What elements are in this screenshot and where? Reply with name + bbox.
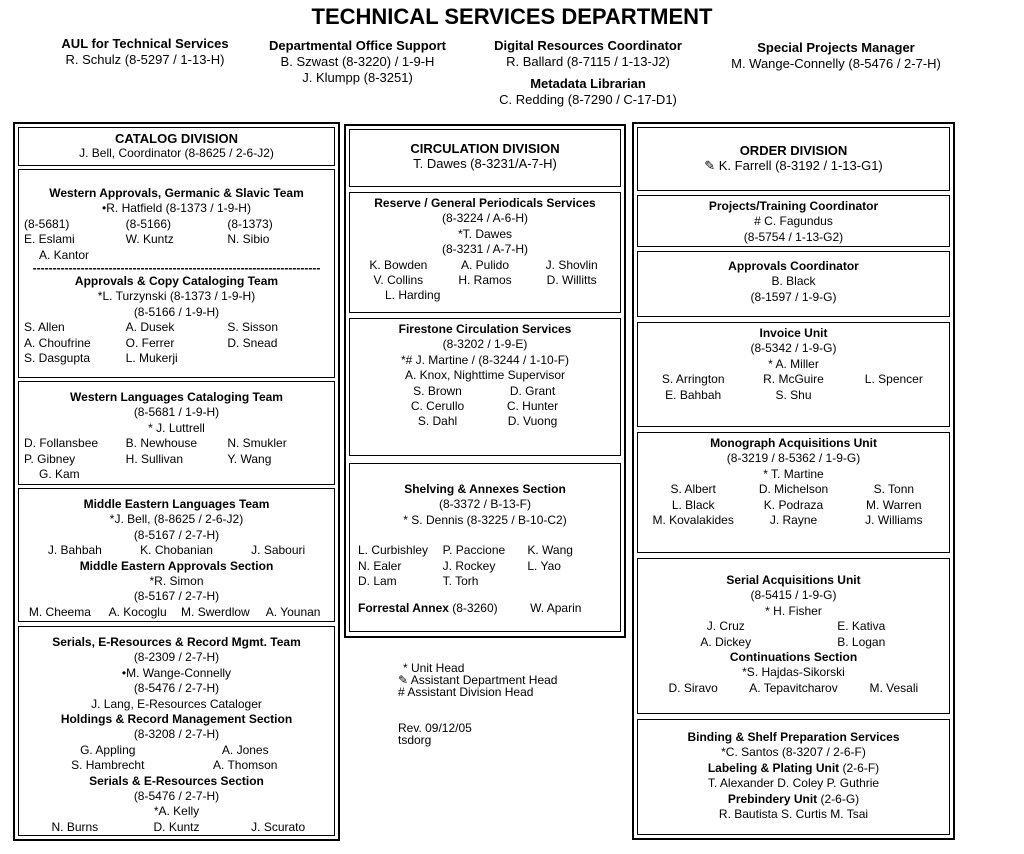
cell: A. Dusek: [125, 320, 175, 335]
serials-lead: •M. Wange-Connelly: [121, 665, 232, 680]
cell: V. Collins: [373, 273, 424, 288]
firestone-row-3: [350, 414, 620, 429]
cell: K. Bowden: [369, 257, 428, 272]
feather-icon: ✎: [704, 158, 716, 174]
forrestal-annex-phone: (8-3260): [452, 601, 498, 616]
cell: D. Grant: [509, 383, 556, 398]
serial-acq-row-1: [638, 619, 949, 634]
cell: B. Newhouse: [125, 436, 198, 451]
serials-eresources-title: Serials & E-Resources Section: [89, 773, 264, 788]
middle-eastern-title: Middle Eastern Languages Team: [83, 497, 270, 511]
feather-icon: ✎: [398, 673, 409, 687]
approvals-coordinator-name: B. Black: [771, 274, 816, 289]
circulation-division-head: [349, 129, 621, 187]
serial-acq-lead: * H. Fisher: [765, 603, 822, 618]
revision-code: tsdorg: [398, 733, 432, 747]
cell: M. Kovalakides: [652, 513, 734, 528]
cell: (8-5681): [24, 216, 70, 231]
middle-eastern-approvals-title: Middle Eastern Approvals Section: [79, 558, 274, 573]
cell: A. Pulido: [460, 257, 510, 272]
monograph-lead: * T. Martine: [763, 466, 824, 481]
invoice-row-2: [638, 388, 949, 403]
aul-header: [40, 36, 250, 68]
cell: K. Podraza: [763, 497, 824, 512]
firestone-row-1: [350, 384, 620, 399]
cell: S. Dasgupta: [24, 351, 91, 366]
legend: [398, 662, 598, 746]
cell: (8-1373): [227, 216, 273, 231]
cell: C. Hunter: [506, 399, 559, 414]
invoice-row-1: [638, 372, 949, 387]
order-division-head-name: K. Farrell (8-3192 / 1-13-G1): [718, 158, 883, 174]
invoice-phone: (8-5342 / 1-9-G): [750, 341, 837, 356]
cell: P. Paccione: [442, 543, 506, 558]
firestone-phone: (8-3202 / 1-9-E): [442, 337, 528, 352]
cell: D. Willitts: [546, 273, 597, 288]
binding-title: Binding & Shelf Preparation Services: [687, 730, 900, 744]
serials-phone: (8-2309 / 2-7-H): [133, 650, 220, 665]
special-header: [712, 40, 960, 72]
special-name: M. Wange-Connelly (8-5476 / 2-7-H): [731, 56, 941, 71]
shelving-phone: (8-3372 / B-13-F): [438, 497, 532, 512]
office-line1: B. Szwast (8-3220) / 1-9-H: [280, 54, 435, 69]
western-row-1: [19, 217, 334, 232]
holdings-phone: (8-3208 / 2-7-H): [133, 727, 220, 742]
cell: S. Arrington: [661, 372, 725, 387]
cell: A. Thomson: [213, 758, 278, 773]
cell: L. Spencer: [864, 372, 923, 387]
catalog-division-title: CATALOG DIVISION: [114, 131, 239, 146]
cell: J. Cruz: [706, 619, 745, 634]
cell: C. Cerullo: [410, 399, 465, 414]
cell: S. Hambrecht: [71, 758, 145, 773]
forrestal-annex-label: Forrestal Annex: [358, 601, 449, 616]
cell: J. Rayne: [769, 513, 818, 528]
serial-acquisitions: [637, 558, 950, 714]
cell: A. Choufrine: [24, 335, 91, 350]
approvals-row-2: [19, 336, 334, 351]
cell: D. Follansbee: [24, 436, 99, 451]
monograph-title: Monograph Acquisitions Unit: [710, 436, 877, 450]
approvals-coordinator-title: Approvals Coordinator: [728, 259, 859, 273]
firestone-lead: *# J. Martine / (8-3244 / 1-10-F): [400, 352, 570, 367]
digital-name: R. Ballard (8-7115 / 1-13-J2): [506, 54, 670, 69]
serial-acq-phone: (8-5415 / 1-9-G): [750, 588, 837, 603]
continuations-title: Continuations Section: [729, 650, 858, 665]
special-role: Special Projects Manager: [757, 40, 915, 55]
prebindery-heading: [638, 792, 949, 807]
western-languages-phone: (8-5681 / 1-9-H): [133, 405, 220, 420]
cell: L. Curbishley: [358, 543, 429, 558]
labeling-location: (2-6-F): [842, 760, 880, 775]
cell: M. Warren: [866, 497, 922, 512]
page-title: TECHNICAL SERVICES DEPARTMENT: [311, 4, 713, 29]
order-division-head-line: [704, 158, 883, 173]
reserve-title: Reserve / General Periodicals Services: [374, 196, 596, 210]
prebindery-location: (2-6-G): [820, 791, 860, 806]
shelving-row-2: [350, 559, 620, 574]
serials-eresources-phone: (8-5476 / 2-7-H): [133, 789, 220, 804]
forrestal-annex-row: [350, 601, 620, 616]
approvals-coordinator-phone: (8-1597 / 1-9-G): [750, 289, 837, 304]
cell: H. Sullivan: [125, 451, 184, 466]
prebindery-staff: R. Bautista S. Curtis M. Tsai: [718, 807, 869, 822]
circulation-division-head-name: T. Dawes (8-3231/A-7-H): [413, 156, 557, 172]
wlang-row-2: [19, 452, 334, 467]
approvals-row-1: [19, 320, 334, 335]
cell: D. Lam: [358, 574, 397, 589]
middle-eastern-lead: *J. Bell, (8-8625 / 2-6-J2): [109, 512, 244, 527]
reserve-row-1: [350, 258, 620, 273]
legend-assistant-div: [398, 686, 598, 698]
shelving-lead: * S. Dennis (8-3225 / B-10-C2): [403, 512, 567, 527]
digital-header: [472, 38, 704, 108]
cell: K. Chobanian: [140, 543, 213, 558]
cell: (8-5166): [125, 216, 172, 231]
order-division-title: ORDER DIVISION: [739, 143, 848, 158]
cell: D. Snead: [227, 335, 278, 350]
hash-icon: #: [398, 685, 405, 699]
labeling-title: Labeling & Plating Unit: [707, 760, 840, 775]
legend-unit-head: * Unit Head: [403, 661, 465, 675]
cell: A. Kocoglu: [108, 604, 167, 619]
order-division-head: [637, 127, 950, 191]
invoice-title: Invoice Unit: [759, 326, 828, 340]
cell: [844, 388, 944, 403]
serial-acq-title: Serial Acquisitions Unit: [726, 573, 861, 587]
office-header: [250, 38, 465, 86]
cell: S. Dahl: [417, 414, 458, 429]
monograph-row-2: [638, 498, 949, 513]
western-approvals-lead: •R. Hatfield (8-1373 / 1-9-H): [102, 201, 251, 216]
middle-eastern-approvals-lead: *R. Simon: [149, 574, 204, 589]
firestone-row-2: [350, 399, 620, 414]
western-languages-team: [18, 381, 335, 485]
approvals-copy-lead-phone: (8-5166 / 1-9-H): [133, 304, 220, 319]
cell: G. Appling: [80, 742, 136, 757]
middle-eastern-phone: (8-5167 / 2-7-H): [133, 527, 220, 542]
reserve-phone: (8-3224 / A-6-H): [441, 211, 529, 226]
firestone-circulation: [349, 318, 621, 456]
cell: S. Allen: [24, 320, 65, 335]
cell: J. Scurato: [251, 819, 306, 834]
cell: [227, 351, 329, 366]
serials-eresources-lead: *A. Kelly: [153, 804, 200, 819]
cell: O. Ferrer: [125, 335, 175, 350]
binding-shelf-prep: [637, 719, 950, 835]
shelving-row-1: [350, 543, 620, 558]
cell: S. Tonn: [873, 482, 915, 497]
shelving-title: Shelving & Annexes Section: [404, 482, 566, 496]
labeling-staff: T. Alexander D. Coley P. Guthrie: [707, 776, 880, 791]
cell: P. Gibney: [24, 451, 76, 466]
circulation-division-title: CIRCULATION DIVISION: [410, 141, 560, 156]
shelving-row-3: [350, 574, 620, 589]
digital-role: Digital Resources Coordinator: [494, 38, 682, 53]
cell: J. Williams: [865, 513, 923, 528]
cell: D. Vuong: [507, 414, 558, 429]
reserve-lead-phone: (8-3231 / A-7-H): [441, 242, 529, 257]
cell: T. Torh: [442, 574, 479, 589]
cell: D. Kuntz: [153, 819, 200, 834]
cell: J. Rockey: [442, 558, 496, 573]
projects-name: # C. Fagundus: [754, 214, 833, 229]
cell: L. Mukerji: [125, 351, 178, 366]
approvals-coordinator: [637, 251, 950, 317]
invoice-lead: * A. Miller: [768, 356, 819, 371]
reserve-row-3: L. Harding: [385, 288, 441, 303]
catalog-division-coordinator: J. Bell, Coordinator (8-8625 / 2-6-J2): [79, 146, 274, 161]
approvals-copy-lead: *L. Turzynski (8-1373 / 1-9-H): [97, 289, 256, 304]
serials-title: Serials, E-Resources & Record Mgmt. Team: [52, 635, 301, 649]
office-line2: J. Klumpp (8-3251): [302, 70, 413, 85]
cell: D. Michelson: [758, 482, 829, 497]
projects-phone: (8-5754 / 1-13-G2): [743, 229, 844, 244]
serials-lead-phone: (8-5476 / 2-7-H): [133, 681, 220, 696]
reserve-lead: *T. Dawes: [457, 226, 513, 241]
cell: S. Shu: [775, 387, 812, 402]
metadata-role: Metadata Librarian: [530, 76, 646, 91]
catalog-division-head: [18, 127, 335, 166]
continuations-lead: *S. Hajdas-Sikorski: [742, 665, 845, 680]
metadata-name: C. Redding (8-7290 / C-17-D1): [499, 92, 677, 107]
projects-coordinator: [637, 195, 950, 247]
firestone-supervisor: A. Knox, Nighttime Supervisor: [404, 368, 566, 383]
aul-name: R. Schulz (8-5297 / 1-13-H): [65, 52, 225, 67]
serial-acq-row-2: [638, 635, 949, 650]
cell: S. Sisson: [227, 320, 279, 335]
office-role: Departmental Office Support: [269, 38, 446, 53]
cell: E. Kativa: [837, 619, 886, 634]
forrestal-annex-name: W. Aparin: [530, 601, 582, 616]
wlang-row-3: G. Kam: [39, 467, 80, 482]
binding-lead: *C. Santos (8-3207 / 2-6-F): [721, 745, 866, 760]
cell: R. McGuire: [763, 372, 824, 387]
cell: [527, 574, 612, 589]
cell: J. Bahbah: [47, 543, 102, 558]
western-approvals-title: Western Approvals, Germanic & Slavic Team: [49, 186, 304, 200]
cell: K. Wang: [527, 543, 573, 558]
prebindery-title: Prebindery Unit: [727, 791, 818, 806]
cell: M. Swerdlow: [181, 604, 250, 619]
monograph-row-1: [638, 482, 949, 497]
wlang-row-1: [19, 436, 334, 451]
cell: A. Dickey: [700, 634, 752, 649]
cell: E. Eslami: [24, 232, 75, 247]
cell: J. Sabouri: [251, 543, 306, 558]
cell: N. Sibio: [227, 232, 270, 247]
shelving-annexes: [349, 463, 621, 632]
cell: S. Albert: [670, 482, 716, 497]
cell: H. Ramos: [458, 273, 512, 288]
cell: N. Smukler: [227, 436, 287, 451]
western-approvals-team: [18, 169, 335, 378]
cell: A. Tepavitcharov: [749, 680, 838, 695]
approvals-copy-title: Approvals & Copy Cataloging Team: [74, 274, 279, 289]
legend-assistant-dept-label: Assistant Department Head: [410, 673, 558, 687]
serials-team: [18, 626, 335, 836]
reserve-row-2: [350, 273, 620, 288]
revision-date: Rev. 09/12/05: [398, 721, 472, 735]
cell: L. Black: [671, 497, 715, 512]
serials-cataloger: J. Lang, E-Resources Cataloger: [91, 696, 262, 711]
cell: Y. Wang: [227, 451, 272, 466]
monograph-phone: (8-3219 / 8-5362 / 1-9-G): [726, 451, 861, 466]
cell: A. Younan: [265, 604, 321, 619]
middle-eastern-team: [18, 488, 335, 622]
approvals-row-3: [19, 351, 334, 366]
mideast-row-2: [19, 605, 334, 620]
monograph-acquisitions: [637, 432, 950, 553]
cell: B. Logan: [837, 634, 886, 649]
cell: S. Brown: [413, 383, 462, 398]
cell: L. Yao: [527, 558, 561, 573]
holdings-title: Holdings & Record Management Section: [60, 712, 293, 727]
mideast-row-1: [19, 543, 334, 558]
legend-assistant-div-label: Assistant Division Head: [407, 685, 534, 699]
middle-eastern-approvals-phone: (8-5167 / 2-7-H): [133, 589, 220, 604]
western-languages-title: Western Languages Cataloging Team: [70, 390, 283, 404]
projects-title: Projects/Training Coordinator: [708, 199, 879, 213]
cell: M. Cheema: [28, 604, 91, 619]
cell: D. Siravo: [668, 680, 718, 695]
cell: E. Bahbah: [665, 387, 722, 402]
reserve-services: [349, 192, 621, 313]
cell: N. Burns: [51, 819, 99, 834]
serials-row-3: [19, 820, 334, 835]
invoice-unit: [637, 322, 950, 427]
divider-dashes: ------------------------------------------------------------------------: [32, 263, 321, 275]
firestone-title: Firestone Circulation Services: [398, 322, 572, 336]
holdings-row-2: [19, 758, 334, 773]
aul-role: AUL for Technical Services: [61, 36, 229, 51]
western-row-2: [19, 232, 334, 247]
continuations-row: [638, 681, 949, 696]
cell: N. Ealer: [358, 558, 402, 573]
western-row-3: A. Kantor: [39, 247, 90, 262]
cell: M. Vesali: [869, 680, 919, 695]
western-languages-lead: * J. Luttrell: [148, 420, 205, 435]
cell: A. Jones: [221, 742, 269, 757]
cell: J. Shovlin: [545, 257, 598, 272]
cell: W. Kuntz: [125, 232, 174, 247]
monograph-row-3: [638, 513, 949, 528]
holdings-row-1: [19, 743, 334, 758]
labeling-heading: [638, 761, 949, 776]
